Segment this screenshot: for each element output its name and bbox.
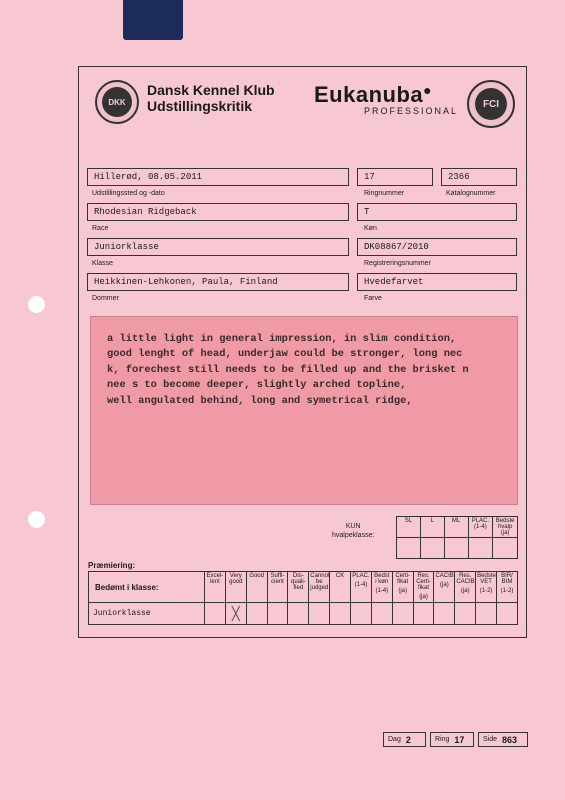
kun-cell[interactable]: [397, 538, 421, 559]
judged-in-class-value: Juniorklasse: [89, 603, 205, 625]
ring-label: Ringnummer: [364, 190, 405, 197]
fci-logo: [467, 80, 515, 128]
eukanuba-logo: [314, 82, 432, 108]
place-date-label: Udstillingssted og -dato: [92, 190, 165, 197]
premiering-cell[interactable]: [288, 603, 309, 625]
premiering-col-title: Very good: [229, 573, 243, 585]
binder-tab: [123, 0, 183, 40]
premiering-col-range: (ja): [398, 588, 407, 594]
page-box: [478, 732, 528, 747]
kun-cell[interactable]: [493, 538, 518, 559]
place-date-field[interactable]: Hillerød, 08.05.2011: [87, 168, 349, 186]
premiering-cell[interactable]: [434, 603, 455, 625]
premiering-col-header: [455, 572, 476, 603]
kun-col-sl: SL: [397, 517, 421, 538]
premiering-col-range: (1-2): [500, 588, 514, 594]
kun-col-plac: [468, 517, 493, 538]
premiering-col-title: CK: [335, 573, 345, 579]
judge-label: Dommer: [92, 295, 119, 302]
premiering-col-header: [330, 572, 351, 603]
kun-col-ml: ML: [444, 517, 468, 538]
dkk-badge-text: DKK: [102, 87, 132, 117]
day-label: Dag: [388, 736, 401, 743]
premiering-col-header: [351, 572, 372, 603]
premiering-cell[interactable]: [309, 603, 330, 625]
premiering-col-header: [246, 572, 267, 603]
kun-col-plac-range: (1-4): [474, 524, 487, 530]
kun-label-line1: KUN: [345, 523, 361, 530]
kun-col-plac-title: PLAC.: [471, 518, 490, 524]
premiering-cell[interactable]: [371, 603, 392, 625]
critique-line: a little light in general impression, in slim condition,: [107, 333, 457, 345]
premiering-cell[interactable]: [330, 603, 351, 625]
premiering-col-header: [371, 572, 392, 603]
page-value: 863: [502, 734, 518, 745]
dkk-logo: [95, 80, 139, 124]
premiering-table: [88, 571, 518, 625]
premiering-col-header: [497, 572, 518, 603]
puppy-class-table: [396, 516, 518, 559]
brand-subtitle: PROFESSIONAL: [364, 106, 459, 116]
color-label: Farve: [364, 295, 382, 302]
page-label: Side: [483, 736, 498, 743]
ring-box: [430, 732, 474, 747]
premiering-col-title: Bedste VET: [477, 573, 496, 585]
premiering-col-title: Res. CACIB: [456, 573, 475, 585]
cross-mark-icon: ╳: [231, 605, 240, 621]
premiering-col-title: Certi-fikat: [395, 573, 410, 585]
kun-col-l: L: [420, 517, 444, 538]
premiering-col-range: (ja): [460, 588, 470, 594]
premiering-col-range: (1-4): [354, 582, 368, 588]
premiering-col-range: (1-4): [375, 588, 389, 594]
kun-col-best-puppy-range: (ja): [500, 530, 510, 536]
class-field[interactable]: Juniorklasse: [87, 238, 349, 256]
kun-label-line2: hvalpeklasse:: [332, 532, 375, 539]
club-name: Dansk Kennel Klub: [147, 82, 275, 98]
premiering-col-header: [413, 572, 434, 603]
premiering-col-title: Bedst i køn: [374, 573, 390, 585]
punch-hole: [28, 296, 45, 313]
premiering-cell[interactable]: [246, 603, 267, 625]
premiering-cell[interactable]: [351, 603, 372, 625]
premiering-title: Præmiering:: [88, 561, 136, 570]
registration-field[interactable]: DK08867/2010: [357, 238, 517, 256]
day-box: [383, 732, 426, 747]
premiering-col-range: (ja): [440, 582, 449, 588]
premiering-col-header: [309, 572, 330, 603]
premiering-col-range: (ja): [419, 594, 428, 600]
premiering-col-header: [267, 572, 288, 603]
kun-col-best-puppy: [493, 517, 518, 538]
catalog-label: Katalognummer: [446, 190, 496, 197]
kun-label: [332, 522, 374, 540]
premiering-col-title: Res. Certi-fikat: [416, 573, 431, 591]
premiering-cell[interactable]: [225, 603, 246, 625]
premiering-col-header: [392, 572, 413, 603]
class-label: Klasse: [92, 260, 114, 267]
premiering-col-title: Cannot be judged: [310, 573, 330, 591]
premiering-col-title: CACIB: [435, 573, 454, 579]
sex-field[interactable]: T: [357, 203, 517, 221]
premiering-col-header: [434, 572, 455, 603]
paw-icon: ●: [423, 82, 433, 98]
critique-line: good lenght of head, underjaw could be stronger, long nec: [107, 348, 463, 360]
day-value: 2: [405, 734, 411, 745]
premiering-col-header: [476, 572, 497, 603]
document-title: Udstillingskritik: [147, 98, 253, 114]
judged-in-class-label: Bedømt i klasse:: [89, 572, 205, 603]
premiering-cell[interactable]: [476, 603, 497, 625]
premiering-col-title: Good: [249, 573, 264, 579]
premiering-col-header: [205, 572, 226, 603]
judge-field[interactable]: Heikkinen-Lehkonen, Paula, Finland: [87, 273, 349, 291]
critique-line: well angulated behind, long and symetrical ridge,: [107, 395, 413, 407]
premiering-col-title: Dis-quali-fied: [291, 573, 306, 591]
premiering-col-title: BIR/ BIM: [501, 573, 513, 585]
punch-hole: [28, 511, 45, 528]
fci-badge-text: FCI: [475, 88, 507, 120]
premiering-col-header: [225, 572, 246, 603]
kun-col-best-puppy-title: Bedste hvalp: [495, 518, 515, 530]
premiering-col-range: (1-2): [479, 588, 493, 594]
critique-line: k, forechest still needs to be filled up and the brisket n: [107, 364, 469, 376]
kun-cell[interactable]: [420, 538, 444, 559]
premiering-col-header: [288, 572, 309, 603]
registration-label: Registreringsnummer: [364, 260, 431, 267]
premiering-cell[interactable]: [267, 603, 288, 625]
color-field[interactable]: Hvedefarvet: [357, 273, 517, 291]
kun-cell[interactable]: [468, 538, 493, 559]
sex-label: Køn: [364, 225, 377, 232]
ring-field[interactable]: 17: [357, 168, 433, 186]
breed-label: Race: [92, 225, 109, 232]
premiering-cell[interactable]: [497, 603, 518, 625]
brand-name: Eukanuba: [314, 82, 424, 107]
premiering-cell[interactable]: [392, 603, 413, 625]
kun-cell[interactable]: [444, 538, 468, 559]
breed-field[interactable]: Rhodesian Ridgeback: [87, 203, 349, 221]
footer-ring-label: Ring: [435, 736, 450, 743]
premiering-col-title: Excel-lent: [206, 573, 224, 585]
premiering-col-title: PLAC.: [352, 573, 370, 579]
page-footer: [383, 732, 528, 747]
premiering-col-title: Suffi-cient: [270, 573, 285, 585]
footer-ring-value: 17: [454, 734, 465, 745]
critique-line: nee s to become deeper, slightly arched topline,: [107, 379, 407, 391]
premiering-cell[interactable]: [205, 603, 226, 625]
catalog-field[interactable]: 2366: [441, 168, 517, 186]
premiering-cell[interactable]: [455, 603, 476, 625]
premiering-cell[interactable]: [413, 603, 434, 625]
